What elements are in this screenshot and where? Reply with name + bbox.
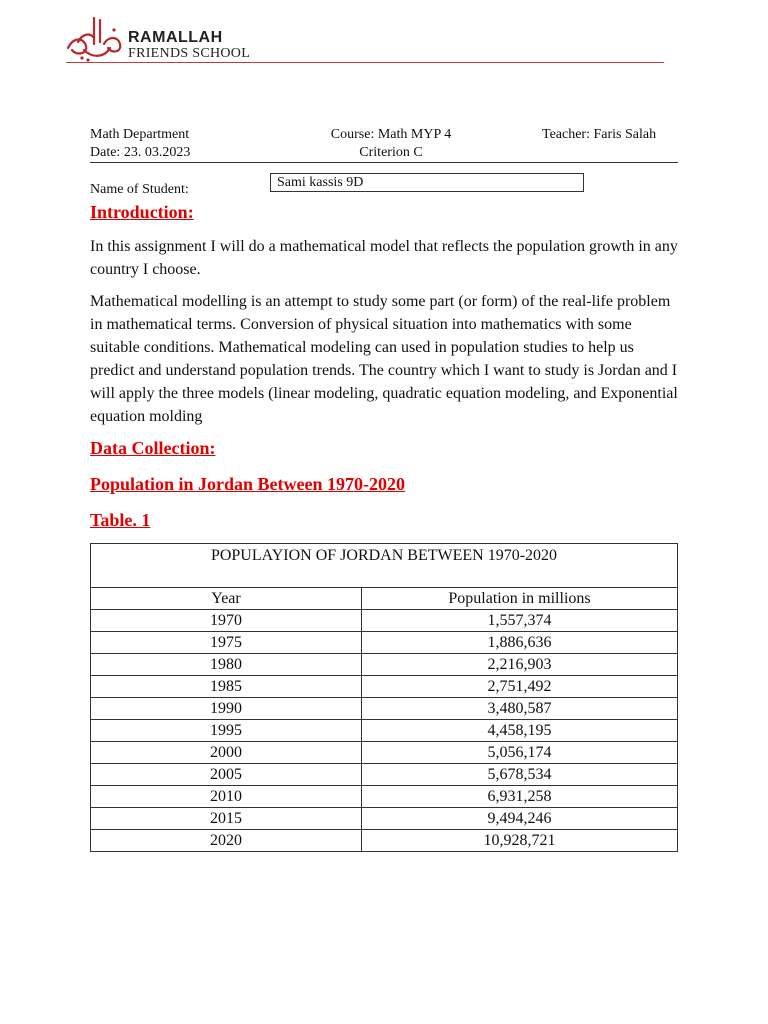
table-row	[91, 830, 678, 852]
intro-paragraph-2: Mathematical modelling is an attempt to study some part (or form) of the real-life problem in mathematical terms. Conversion of physical situation into mathematics with some suitable conditions. Mathematical modeling can used in population studies to help us predict and understand population trends. The country which I want to study is Jordan and I will apply the three models (linear modeling, quadratic equation modeling, and Exponential equation molding	[90, 293, 678, 425]
meta-divider	[90, 162, 678, 163]
introduction-heading: Introduction:	[90, 202, 194, 222]
population-cell: 9,494,246	[362, 808, 678, 830]
table-row	[91, 764, 678, 786]
table-row	[91, 698, 678, 720]
calligraphy-logo-icon	[64, 14, 126, 64]
population-cell: 4,458,195	[362, 720, 678, 742]
year-cell: 1975	[91, 632, 362, 654]
year-cell: 2005	[91, 764, 362, 786]
year-cell: 1980	[91, 654, 362, 676]
year-cell: 2000	[91, 742, 362, 764]
table-row	[91, 676, 678, 698]
year-cell: 1995	[91, 720, 362, 742]
year-cell: 1970	[91, 610, 362, 632]
year-cell: 2020	[91, 830, 362, 852]
population-cell: 6,931,258	[362, 786, 678, 808]
table-row	[91, 808, 678, 830]
population-table	[90, 543, 678, 852]
date: Date: 23. 03.2023	[90, 145, 191, 160]
header-population: Population in millions	[362, 588, 678, 610]
population-cell: 2,751,492	[362, 676, 678, 698]
table-row	[91, 742, 678, 764]
table-row	[91, 720, 678, 742]
meta-right	[542, 126, 656, 144]
table-title-row	[91, 544, 678, 588]
table-label: Table. 1	[90, 510, 151, 530]
year-cell: 2010	[91, 786, 362, 808]
table-title: POPULAYION OF JORDAN BETWEEN 1970-2020	[91, 544, 678, 588]
meta-center	[314, 126, 468, 162]
table-header-row	[91, 588, 678, 610]
course: Course: Math MYP 4	[330, 127, 452, 142]
year-cell: 1990	[91, 698, 362, 720]
population-cell: 1,886,636	[362, 632, 678, 654]
population-cell: 3,480,587	[362, 698, 678, 720]
data-collection-heading: Data Collection:	[90, 438, 216, 458]
criterion: Criterion C	[359, 145, 423, 160]
meta-left	[90, 126, 190, 162]
teacher: Teacher: Faris Salah	[542, 127, 657, 142]
population-subheading: Population in Jordan Between 1970-2020	[90, 474, 406, 494]
student-name-field[interactable]: Sami kassis 9D	[270, 173, 584, 192]
table-row	[91, 610, 678, 632]
table-row	[91, 654, 678, 676]
department: Math Department	[90, 127, 190, 142]
year-cell: 2015	[91, 808, 362, 830]
table-row	[91, 632, 678, 654]
table-row	[91, 786, 678, 808]
population-cell: 1,557,374	[362, 610, 678, 632]
population-cell: 2,216,903	[362, 654, 678, 676]
header-year: Year	[91, 588, 362, 610]
school-name-line1: RAMALLAH	[128, 29, 223, 46]
student-name-label: Name of Student:	[90, 182, 189, 197]
year-cell: 1985	[91, 676, 362, 698]
school-logo	[64, 14, 254, 66]
population-cell: 5,678,534	[362, 764, 678, 786]
population-cell: 5,056,174	[362, 742, 678, 764]
header-divider	[66, 62, 664, 63]
population-cell: 10,928,721	[362, 830, 678, 852]
school-name-line2: FRIENDS SCHOOL	[128, 46, 251, 61]
intro-paragraph-1: In this assignment I will do a mathematical model that reflects the population growth in any country I choose.	[90, 238, 678, 278]
